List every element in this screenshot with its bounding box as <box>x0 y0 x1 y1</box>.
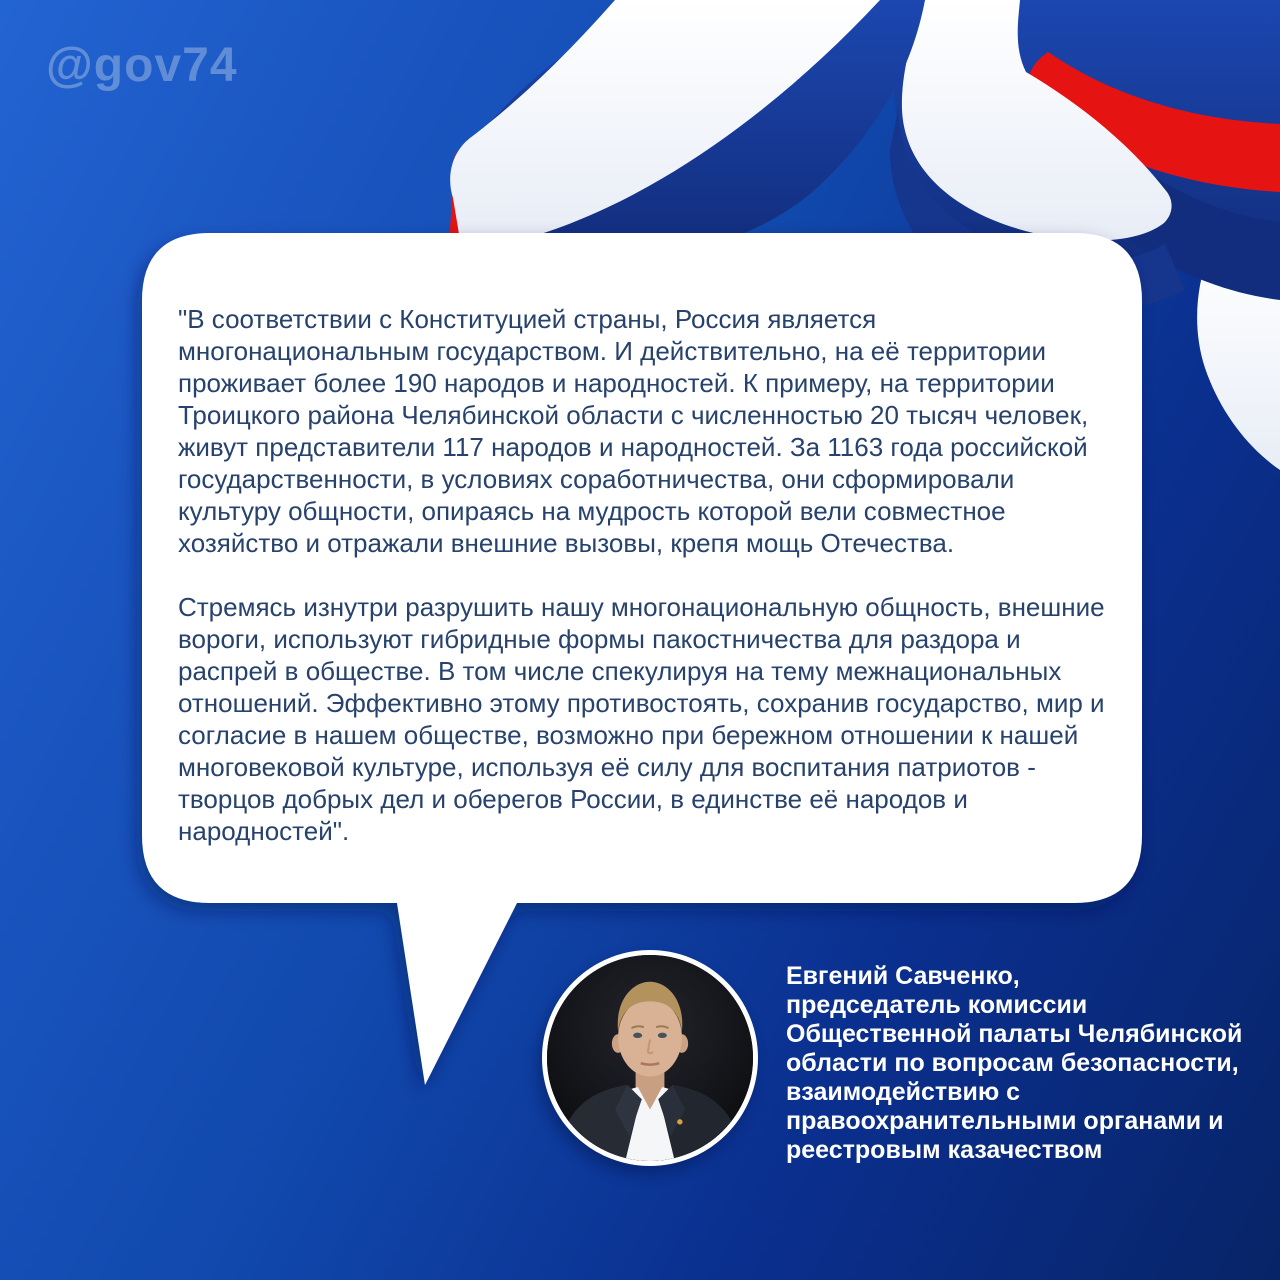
quote-paragraph-2: Стремясь изнутри разрушить нашу многонациональную общность, внешние вороги, используют гибридные формы пакостничества для раздора и распрей в обществе. В том числе спекулируя на тему межнациональных отношений. Эффективно этому противостоять, сохранив государство, мир и согласие в нашем обществе, возможно при бережном отношении к нашей многовековой культуре, используя её силу для воспитания патриотов - творцов добрых дел и оберегов России, в единстве её народов и народностей". <box>178 592 1105 846</box>
quote-paragraph-1: "В соответствии с Конституцией страны, Россия является многонациональным государством. И действительно, на её территории проживает более 190 народов и народностей. К примеру, на территории Троицкого района Челябинской области с численностью 20 тысяч человек, живут представители 117 народов и народностей. За 1163 года российской государственности, в условиях соработничества, они сформировали культуру общности, опираясь на мудрость которой вели совместное хозяйство и отражали внешние вызовы, крепя мощь Отечества. <box>178 304 1089 558</box>
speaker-photo <box>542 950 758 1166</box>
attribution-block <box>786 962 1256 1165</box>
portrait-eye-right <box>658 1033 667 1038</box>
portrait-lapel-pin <box>677 1119 682 1124</box>
speaker-title: председатель комиссии Общественной палаты Челябинской области по вопросам безопасности, взаимодействию с правоохранительными органами и реестровым казачеством <box>786 991 1243 1164</box>
portrait-eye-left <box>633 1033 642 1038</box>
speaker-portrait-illustration <box>547 955 753 1161</box>
speaker-name: Евгений Савченко, <box>786 962 1020 990</box>
watermark-handle: @gov74 <box>46 39 238 92</box>
quote-text-block <box>142 233 1142 905</box>
